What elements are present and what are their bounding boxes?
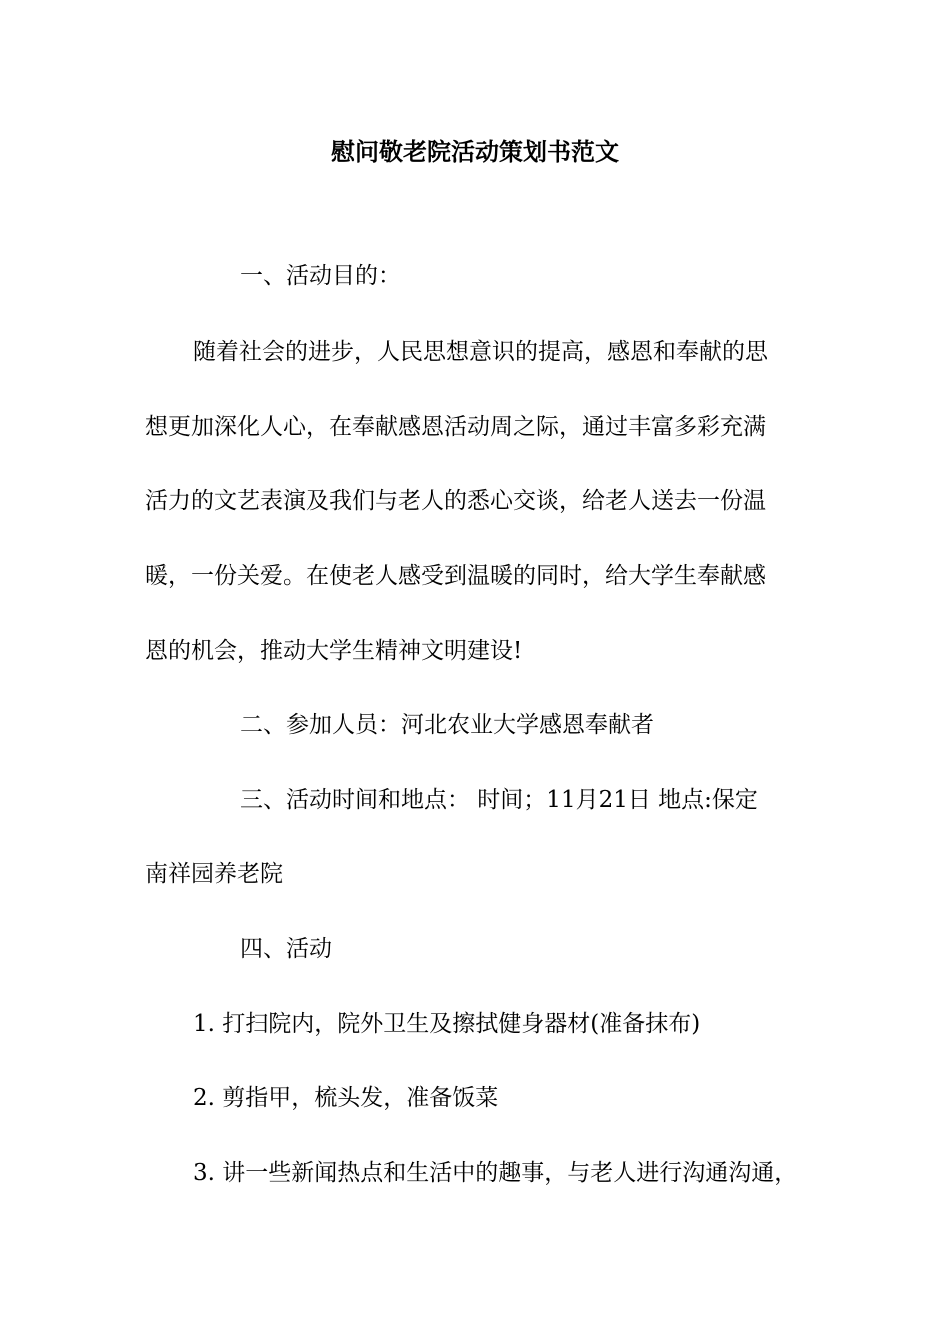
section-heading-time-place: 三、活动时间和地点： 时间；11月21日 地点:保定: [240, 787, 758, 813]
paragraph-line: 活力的文艺表演及我们与老人的悉心交谈，给老人送去一份温: [145, 488, 766, 514]
list-item: 3. 讲一些新闻热点和生活中的趣事，与老人进行沟通沟通，: [193, 1160, 798, 1186]
paragraph-line: 随着社会的进步，人民思想意识的提高，感恩和奉献的思: [193, 339, 768, 365]
section-heading-purpose: 一、活动目的：: [240, 263, 401, 289]
paragraph-line: 恩的机会，推动大学生精神文明建设!: [145, 638, 523, 664]
paragraph-line: 想更加深化人心，在奉献感恩活动周之际，通过丰富多彩充满: [145, 414, 766, 440]
section-heading-participants: 二、参加人员：河北农业大学感恩奉献者: [240, 712, 654, 738]
document-title: 慰问敬老院活动策划书范文: [331, 137, 619, 166]
section-heading-activities: 四、活动: [240, 936, 332, 962]
paragraph-line: 暖，一份关爱。在使老人感受到温暖的同时，给大学生奉献感: [145, 563, 766, 589]
list-item: 2. 剪指甲，梳头发，准备饭菜: [193, 1085, 499, 1111]
list-item: 1. 打扫院内，院外卫生及擦拭健身器材(准备抹布): [193, 1011, 701, 1037]
paragraph-line: 南祥园养老院: [145, 861, 283, 887]
